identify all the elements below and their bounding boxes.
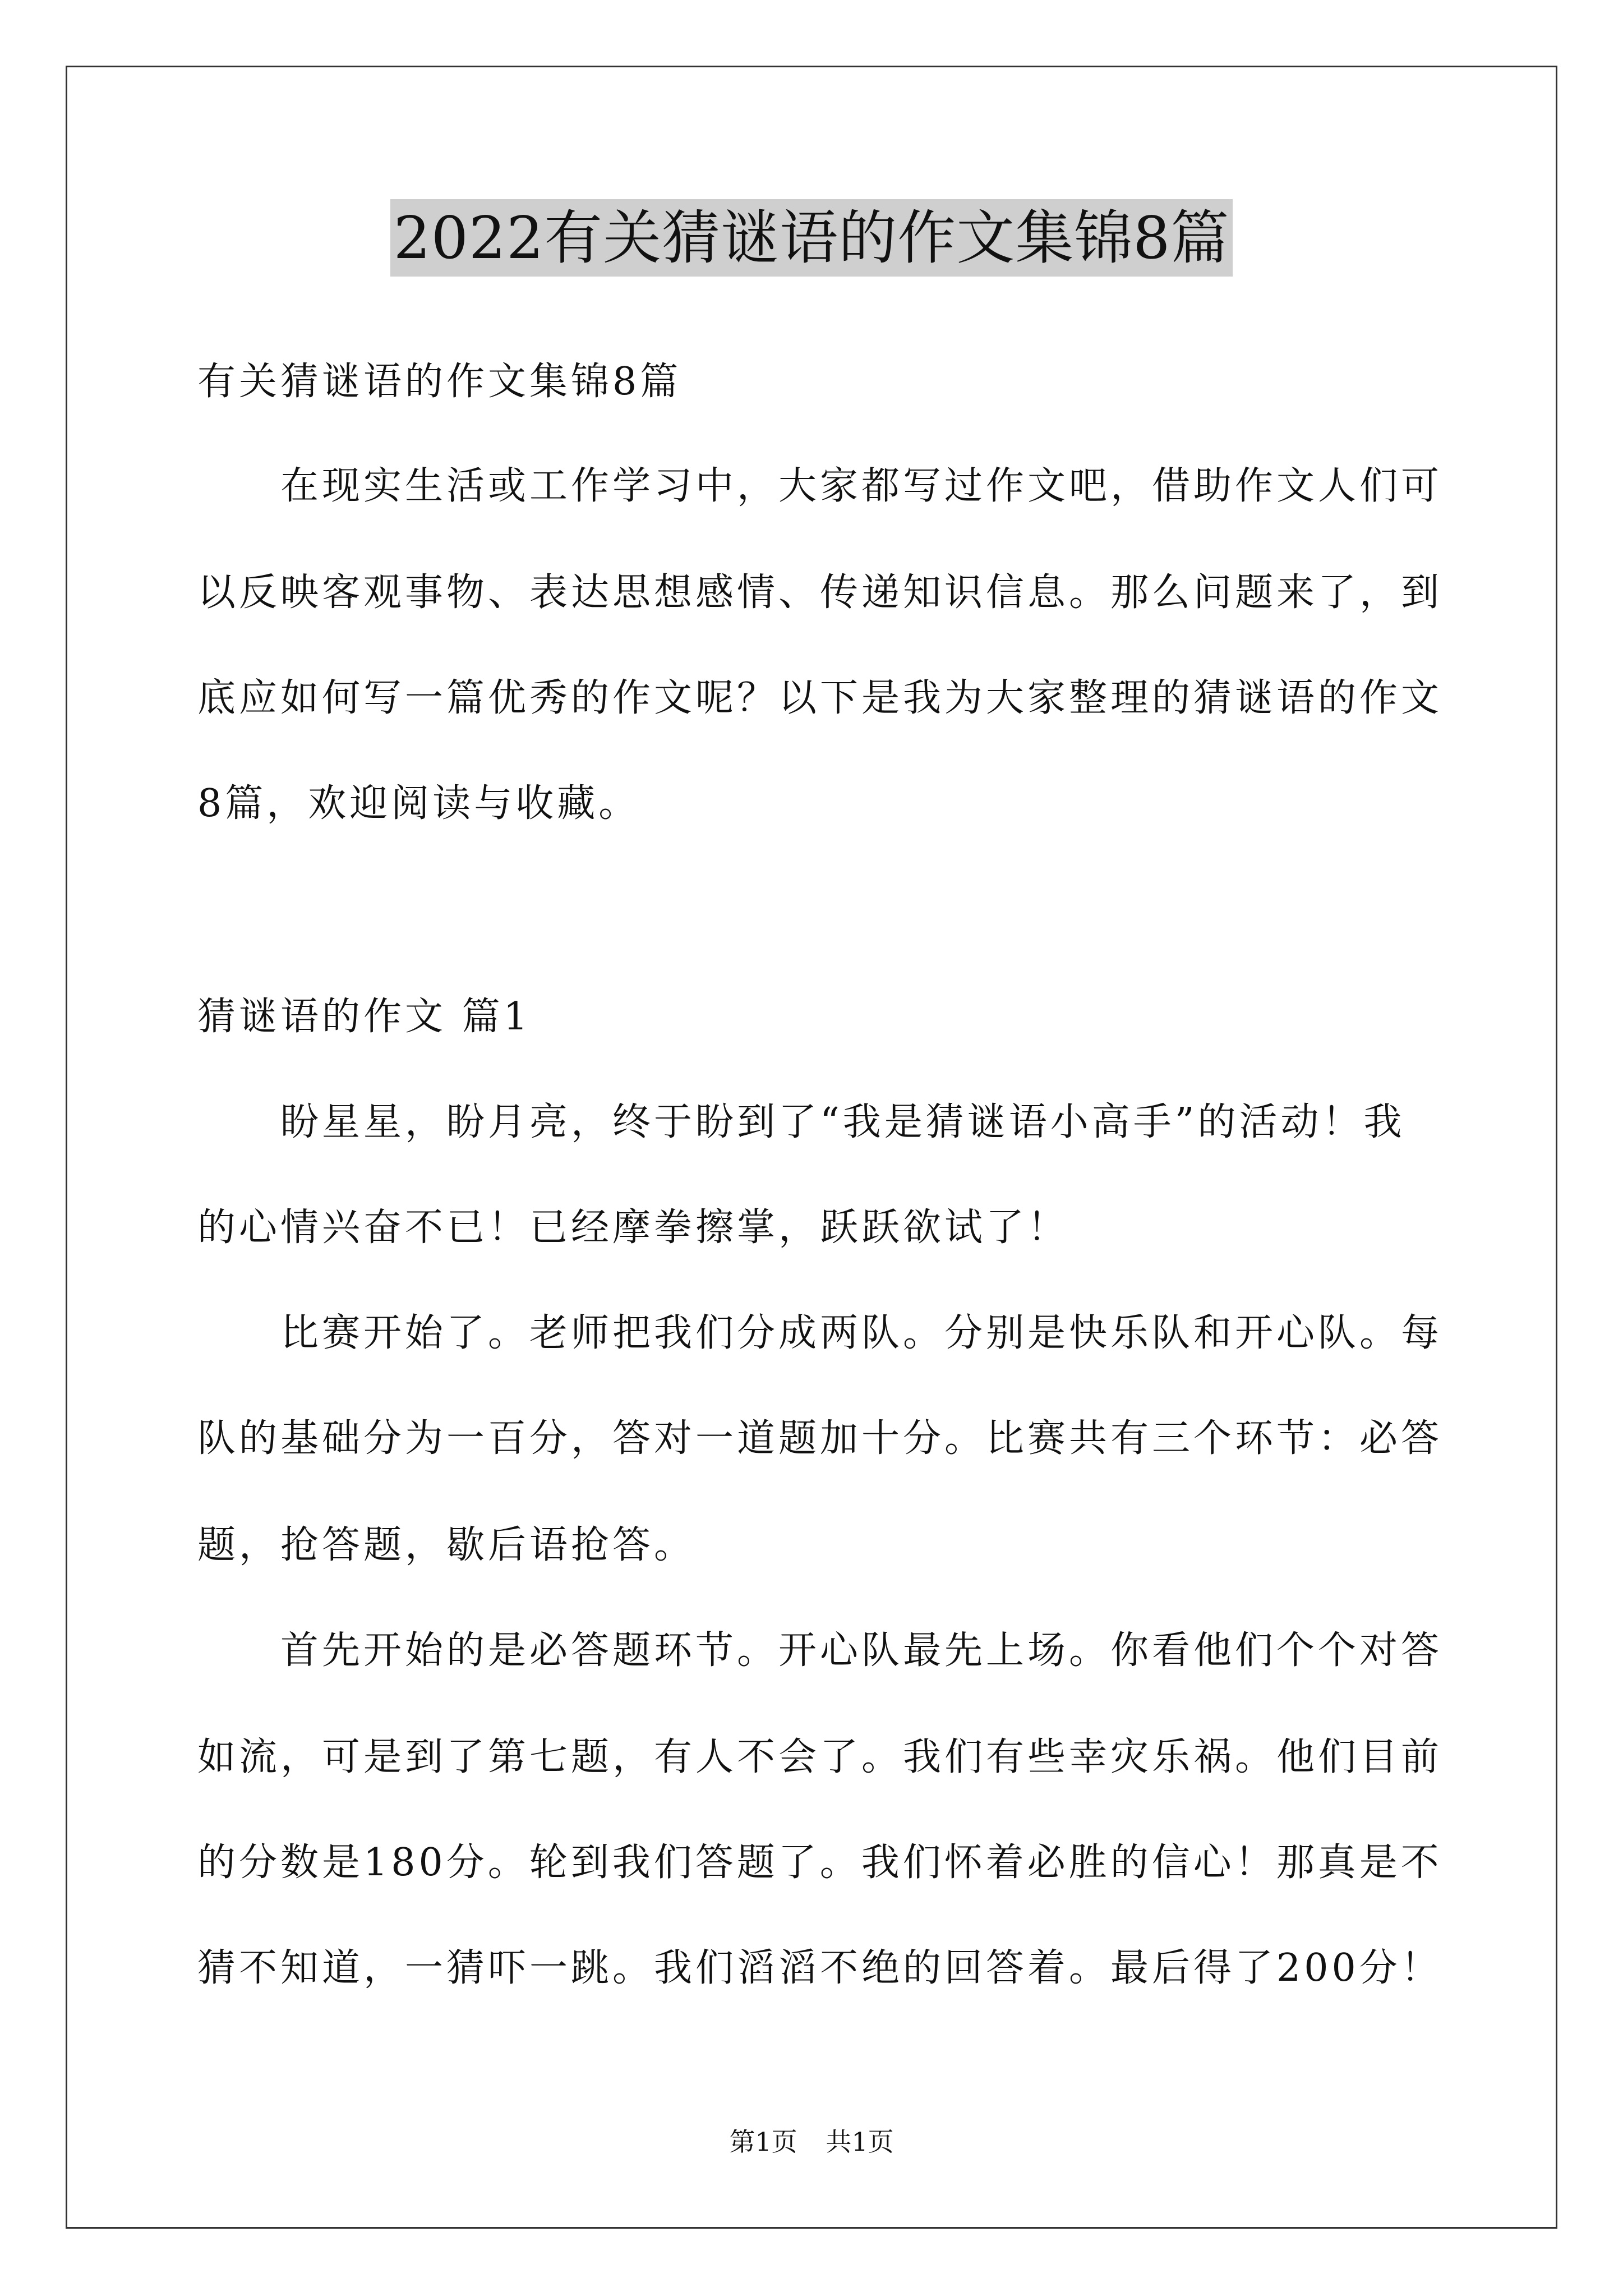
- page-total: 共1页: [826, 2127, 894, 2157]
- paragraph-line: 在现实生活或工作学习中，大家都写过作文吧，借助作文人们可: [280, 464, 1443, 508]
- page-number: 第1页: [729, 2127, 797, 2157]
- paragraph-line: 比赛开始了。老师把我们分成两队。分别是快乐队和开心队。每: [280, 1311, 1443, 1355]
- page-footer: [0, 2126, 1623, 2157]
- title-container: [0, 199, 1623, 277]
- paragraph-line: 首先开始的是必答题环节。开心队最先上场。你看他们个个对答: [280, 1628, 1443, 1673]
- subtitle-line: 有关猜谜语的作文集锦8篇: [197, 360, 682, 404]
- paragraph-line: 盼星星，盼月亮，终于盼到了“我是猜谜语小高手”的活动！我: [280, 1100, 1405, 1144]
- paragraph-line: 底应如何写一篇优秀的作文呢？以下是我为大家整理的猜谜语的作文: [197, 676, 1443, 720]
- paragraph-line: 队的基础分为一百分，答对一道题加十分。比赛共有三个环节：必答: [197, 1416, 1443, 1461]
- paragraph-line: 8篇，欢迎阅读与收藏。: [197, 781, 640, 826]
- paragraph-line: 题，抢答题，歇后语抢答。: [197, 1523, 696, 1567]
- paragraph-line: 以反映客观事物、表达思想感情、传递知识信息。那么问题来了，到: [197, 570, 1443, 615]
- paragraph-line: 的心情兴奋不已！已经摩拳擦掌，跃跃欲试了！: [197, 1205, 1069, 1250]
- section-heading: 猜谜语的作文 篇1: [197, 995, 531, 1039]
- paragraph-line: 的分数是180分。轮到我们答题了。我们怀着必胜的信心！那真是不: [197, 1841, 1442, 1885]
- paragraph-line: 如流，可是到了第七题，有人不会了。我们有些幸灾乐祸。他们目前: [197, 1735, 1443, 1779]
- paragraph-line: 猜不知道，一猜吓一跳。我们滔滔不绝的回答着。最后得了200分！: [197, 1946, 1442, 1990]
- document-title: 2022有关猜谜语的作文集锦8篇: [390, 199, 1233, 277]
